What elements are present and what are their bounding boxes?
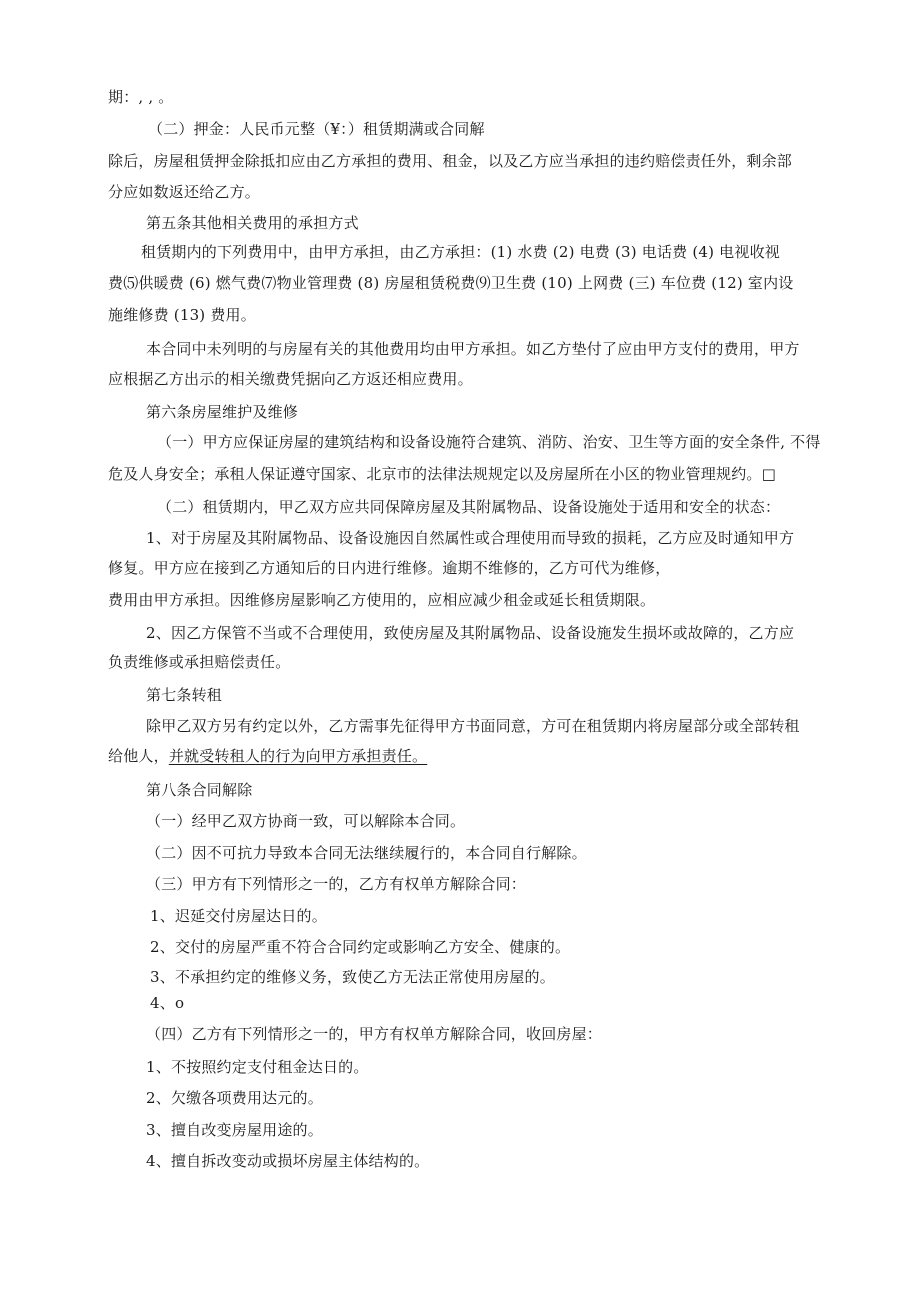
text-line: 分应如数返还给乙方。: [108, 183, 261, 201]
text-segment: 给他人，: [108, 747, 169, 765]
text-line: 本合同中未列明的与房屋有关的其他费用均由甲方承担。如乙方垫付了应由甲方支付的费用，甲方: [146, 340, 800, 358]
text-line: （二）因不可抗力导致本合同无法继续履行的，本合同自行解除。: [146, 844, 587, 862]
section-heading: 第五条其他相关费用的承担方式: [146, 214, 359, 232]
list-item: 3、不承担约定的维修义务，致使乙方无法正常使用房屋的。: [150, 968, 555, 986]
list-item: 4、擅自拆改变动或损坏房屋主体结构的。: [146, 1152, 430, 1170]
text-line: 2、因乙方保管不当或不合理使用，致使房屋及其附属物品、设备设施发生损坏或故障的，乙方应: [146, 624, 795, 642]
list-item: 1、不按照约定支付租金达日的。: [146, 1058, 369, 1076]
list-item: 1、迟延交付房屋达日的。: [150, 907, 327, 925]
text-line: （三）甲方有下列情形之一的，乙方有权单方解除合同：: [146, 875, 527, 893]
text-line: 负责维修或承担赔偿责任。: [108, 653, 291, 671]
text-line: 1、对于房屋及其附属物品、设备设施因自然属性或合理使用而导致的损耗，乙方应及时通知甲方: [146, 529, 795, 547]
text-line: [108, 746, 427, 766]
text-line: （一）甲方应保证房屋的建筑结构和设备设施符合建筑、消防、治安、卫生等方面的安全条件, 不得: [157, 433, 821, 451]
section-heading: 第六条房屋维护及维修: [146, 403, 299, 421]
list-item: 2、欠缴各项费用达元的。: [146, 1089, 323, 1107]
list-item: 3、擅自改变房屋用途的。: [146, 1121, 323, 1139]
text-line: （四）乙方有下列情形之一的，甲方有权单方解除合同，收回房屋：: [146, 1025, 603, 1043]
text-line: （二）押金：人民币元整（¥：）租赁期满或合同解: [148, 120, 485, 138]
section-heading: 第八条合同解除: [146, 781, 253, 799]
underlined-text: 并就受转租人的行为向甲方承担责任。: [168, 747, 428, 765]
text-line: 除后，房屋租赁押金除抵扣应由乙方承担的费用、租金，以及乙方应当承担的违约赔偿责任外，剩余部: [108, 152, 793, 170]
text-line: 危及人身安全；承租人保证遵守国家、北京市的法律法规规定以及房屋所在小区的物业管理规约。□: [108, 465, 776, 483]
text-line: 除甲乙双方另有约定以外，乙方需事先征得甲方书面同意，方可在租赁期内将房屋部分或全部转租: [146, 717, 800, 735]
text-line: 费⑸供暖费 (6) 燃气费⑺物业管理费 (8) 房屋租赁税费⑼卫生费 (10) 上网费 (三) 车位费 (12) 室内设: [108, 274, 794, 292]
text-line: 租赁期内的下列费用中，由甲方承担，由乙方承担：(1) 水费 (2) 电费 (3) 电话费 (4) 电视收视: [141, 243, 780, 261]
section-heading: 第七条转租: [146, 686, 223, 704]
text-line: 修复。甲方应在接到乙方通知后的日内进行维修。逾期不维修的，乙方可代为维修，: [108, 559, 671, 577]
text-line: （一）经甲乙双方协商一致，可以解除本合同。: [146, 812, 466, 830]
text-line: 费用由甲方承担。因维修房屋影响乙方使用的，应相应减少租金或延长租赁期限。: [108, 591, 656, 609]
text-line: 应根据乙方出示的相关缴费凭据向乙方返还相应费用。: [108, 370, 473, 388]
text-line: 期：, , 。: [108, 88, 174, 106]
list-item: 4、o: [150, 994, 185, 1012]
text-line: （二）租赁期内，甲乙双方应共同保障房屋及其附属物品、设备设施处于适用和安全的状态：: [157, 498, 781, 516]
text-line: 施维修费 (13) 费用。: [108, 306, 256, 324]
list-item: 2、交付的房屋严重不符合合同约定或影响乙方安全、健康的。: [150, 938, 571, 956]
